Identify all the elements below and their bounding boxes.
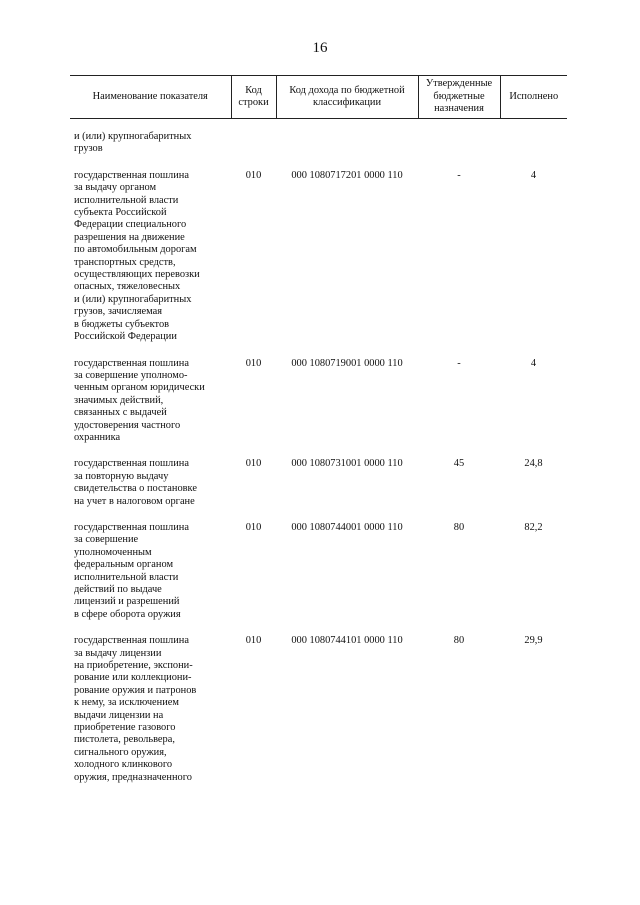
cell-approved [418, 131, 500, 156]
table-row [70, 170, 567, 344]
cell-executed: 4 [530, 357, 537, 369]
table-row [70, 131, 567, 156]
cell-executed: 29,9 [524, 635, 543, 647]
cell-name: государственная пошлина за совершение уполномоченным федеральным органом исполнительной власти действий по выдаче лицензий и разрешений в сфере оборота оружия [74, 521, 189, 620]
cell-income-code: 000 1080731001 0000 110 [291, 458, 403, 470]
header-name: Наименование показателя [70, 76, 231, 119]
cell-executed: 24,8 [524, 458, 543, 470]
table-row [70, 522, 567, 621]
cell-income-code [276, 131, 418, 156]
cell-executed: 4 [530, 169, 537, 181]
table-row [70, 358, 567, 445]
cell-approved: 80 [453, 635, 465, 647]
cell-income-code: 000 1080744101 0000 110 [291, 635, 403, 647]
cell-executed: 82,2 [524, 521, 543, 533]
cell-name: государственная пошлина за повторную выдачу свидетельства о постановке на учет в налоговом органе [74, 458, 197, 507]
cell-name: государственная пошлина за выдачу лицензии на приобретение, экспони- рование или коллекциони- рование оружия и патронов к нему, за исключением выдачи лицензии на приобретение газового пистолета, револьвера, сигнального оружия, холодного клинкового оружия, предназначенного [74, 635, 197, 783]
table-header-row [70, 76, 567, 119]
cell-approved: - [457, 357, 461, 369]
cell-name: государственная пошлина за совершение уполномо- ченным органом юридически значимых действий, связанных с выдачей удостоверения частного охранника [74, 357, 205, 443]
header-executed: Исполнено [500, 76, 567, 119]
cell-income-code: 000 1080717201 0000 110 [291, 169, 403, 181]
cell-name: государственная пошлина за выдачу органом исполнительной власти субъекта Российской Федерации специального разрешения на движение по автомобильным дорогам транспортных средств, осуществляющих перевозки опасных, тяжеловесных и (или) крупногабаритных грузов, зачисляемая в бюджеты субъектов Российской Федерации [74, 169, 200, 343]
table-body [70, 119, 567, 785]
cell-income-code: 000 1080719001 0000 110 [291, 357, 403, 369]
header-income-code: Код дохода по бюджетной классификации [276, 76, 418, 119]
cell-row-code: 010 [245, 635, 262, 647]
cell-approved: 45 [453, 458, 465, 470]
cell-name: и (или) крупногабаритных грузов [74, 131, 192, 155]
header-approved: Утвержденные бюджетные назначения [418, 76, 500, 119]
cell-approved: 80 [453, 521, 465, 533]
cell-row-code: 010 [245, 458, 262, 470]
table-row [70, 635, 567, 784]
cell-income-code: 000 1080744001 0000 110 [291, 521, 403, 533]
budget-report-table [70, 75, 567, 784]
cell-row-code: 010 [245, 357, 262, 369]
cell-executed [500, 131, 567, 156]
cell-row-code: 010 [245, 521, 262, 533]
header-row-code: Код строки [231, 76, 276, 119]
cell-approved: - [457, 169, 461, 181]
cell-row-code: 010 [245, 169, 262, 181]
cell-row-code [231, 131, 276, 156]
page-number: 16 [312, 40, 328, 56]
table-row [70, 458, 567, 508]
